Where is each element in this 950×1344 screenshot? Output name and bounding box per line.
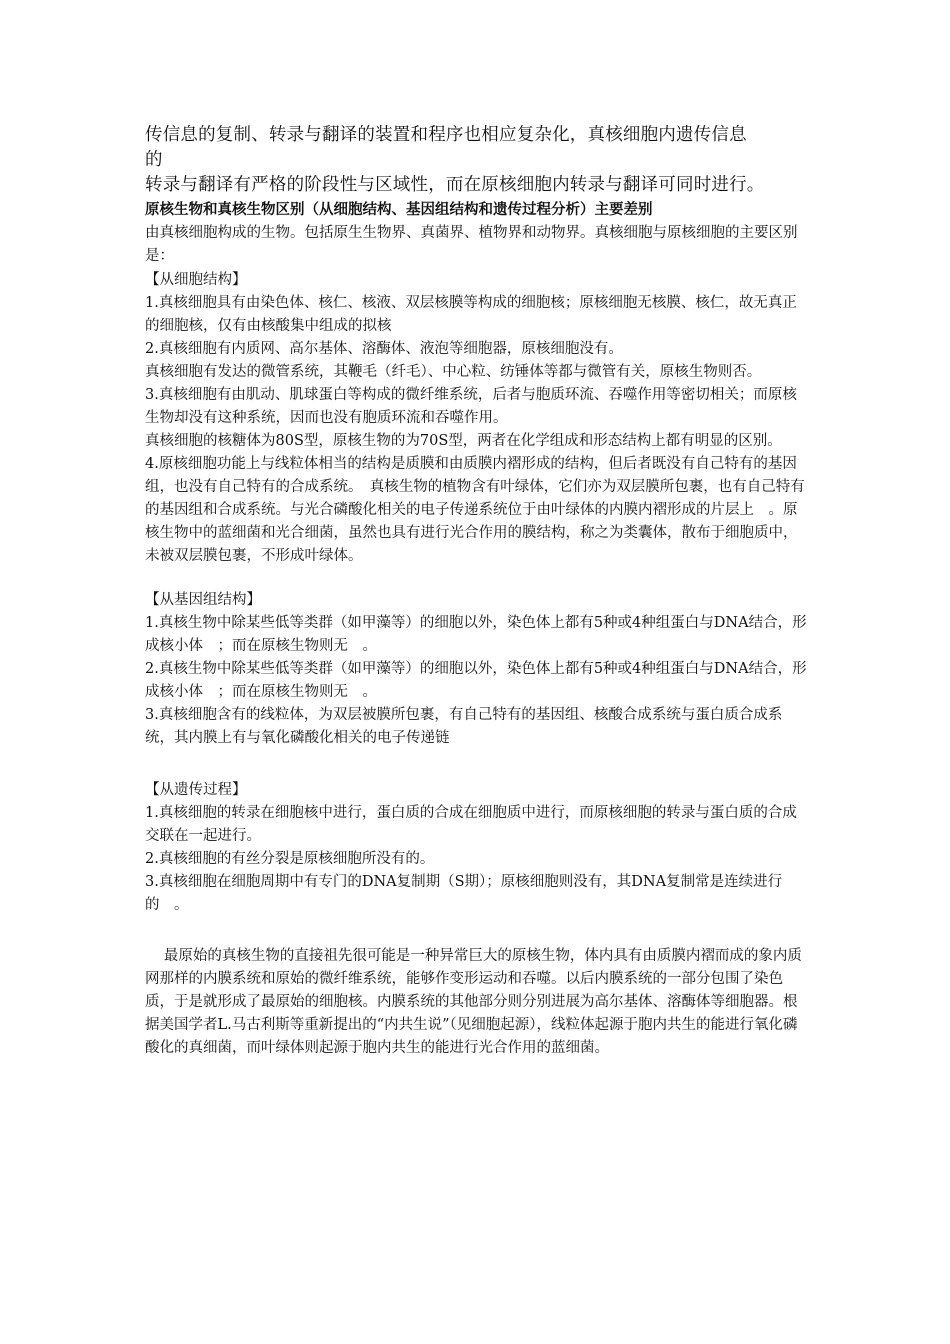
genome-structure-item: 2.真核生物中除某些低等类群（如甲藻等）的细胞以外，染色体上都有5种或4种组蛋白与DNA结合，形成核小体 ；而在原核生物则无 。	[145, 661, 807, 700]
intro-paragraph: 由真核细胞构成的生物。包括原生生物界、真菌界、植物界和动物界。真核细胞与原核细胞的主要区别是：	[145, 225, 798, 264]
spacer	[145, 750, 810, 778]
cell-structure-item: 真核细胞有发达的微管系统，其鞭毛（纤毛）、中心粒、纺锤体等都与微管有关，原核生物则否。	[145, 364, 762, 380]
cell-structure-item: 3.真核细胞有由肌动、肌球蛋白等构成的微纤维系统，后者与胞质环流、吞噬作用等密切相关；而原核生物却没有这种系统，因而也没有胞质环流和吞噬作用。	[145, 387, 797, 426]
cell-structure-item: 2.真核细胞有内质网、高尔基体、溶酶体、液泡等细胞器，原核细胞没有。	[145, 341, 623, 357]
lead-line-1: 传信息的复制、转录与翻译的装置和程序也相应复杂化，真核细胞内遗传信息	[145, 125, 747, 145]
cell-structure-title: 【从细胞结构】	[145, 272, 247, 288]
genome-structure-title: 【从基因组结构】	[145, 592, 261, 608]
spacer	[145, 568, 810, 588]
cell-structure-item: 真核细胞的核糖体为80S型，原核生物的为70S型，两者在化学组成和形态结构上都有明显的区别。	[145, 433, 782, 449]
lead-line-3: 转录与翻译有严格的阶段性与区域性，而在原核细胞内转录与翻译可同时进行。	[145, 175, 765, 195]
genetic-process-item: 3.真核细胞在细胞周期中有专门的DNA复制期（S期）；原核细胞则没有，其DNA复制常是连续进行的 。	[145, 874, 783, 913]
section-heading: 原核生物和真核生物区别（从细胞结构、基因组结构和遗传过程分析）主要差别	[145, 202, 653, 218]
spacer	[145, 917, 810, 945]
cell-structure-item: 1.真核细胞具有由染色体、核仁、核液、双层核膜等构成的细胞核；原核细胞无核膜、核仁，故无真正的细胞核，仅有由核酸集中组成的拟核	[145, 295, 797, 334]
genome-structure-item: 3.真核细胞含有的线粒体，为双层被膜所包裹，有自己特有的基因组、核酸合成系统与蛋白质合成系统，其内膜上有与氧化磷酸化相关的电子传递链	[145, 707, 783, 746]
genetic-process-item: 1.真核细胞的转录在细胞核中进行，蛋白质的合成在细胞质中进行，而原核细胞的转录与蛋白质的合成交联在一起进行。	[145, 805, 797, 844]
closing-paragraph: 最原始的真核生物的直接祖先很可能是一种异常巨大的原核生物，体内具有由质膜内褶而成的象内质网那样的内膜系统和原始的微纤维系统，能够作变形运动和吞噬。以后内膜系统的一部分包围了染色质，于是就形成了最原始的细胞核。内膜系统的其他部分则分别进展为高尔基体、溶酶体等细胞器。根据美国学者L.马古利斯等重新提出的“内共生说”（见细胞起源），线粒体起源于胞内共生的能进行氧化磷酸化的真细菌，而叶绿体则起源于胞内共生的能进行光合作用的蓝细菌。	[145, 948, 802, 1056]
document-body	[145, 123, 810, 1060]
cell-structure-item: 4.原核细胞功能上与线粒体相当的结构是质膜和由质膜内褶形成的结构，但后者既没有自己特有的基因组，也没有自己特有的合成系统。 真核生物的植物含有叶绿体，它们亦为双层膜所包裹，也有自己特有的基因组和合成系统。与光合磷酸化相关的电子传递系统位于由叶绿体的内膜内褶形成的片层上 。原核生物中的蓝细菌和光合细菌，虽然也具有进行光合作用的膜结构，称之为类囊体，散布于细胞质中，未被双层膜包裹，不形成叶绿体。	[145, 456, 805, 564]
genome-structure-item: 1.真核生物中除某些低等类群（如甲藻等）的细胞以外，染色体上都有5种或4种组蛋白与DNA结合，形成核小体 ；而在原核生物则无 。	[145, 615, 807, 654]
genetic-process-item: 2.真核细胞的有丝分裂是原核细胞所没有的。	[145, 851, 435, 867]
lead-line-2: 的	[145, 150, 163, 170]
genetic-process-title: 【从遗传过程】	[145, 782, 247, 798]
